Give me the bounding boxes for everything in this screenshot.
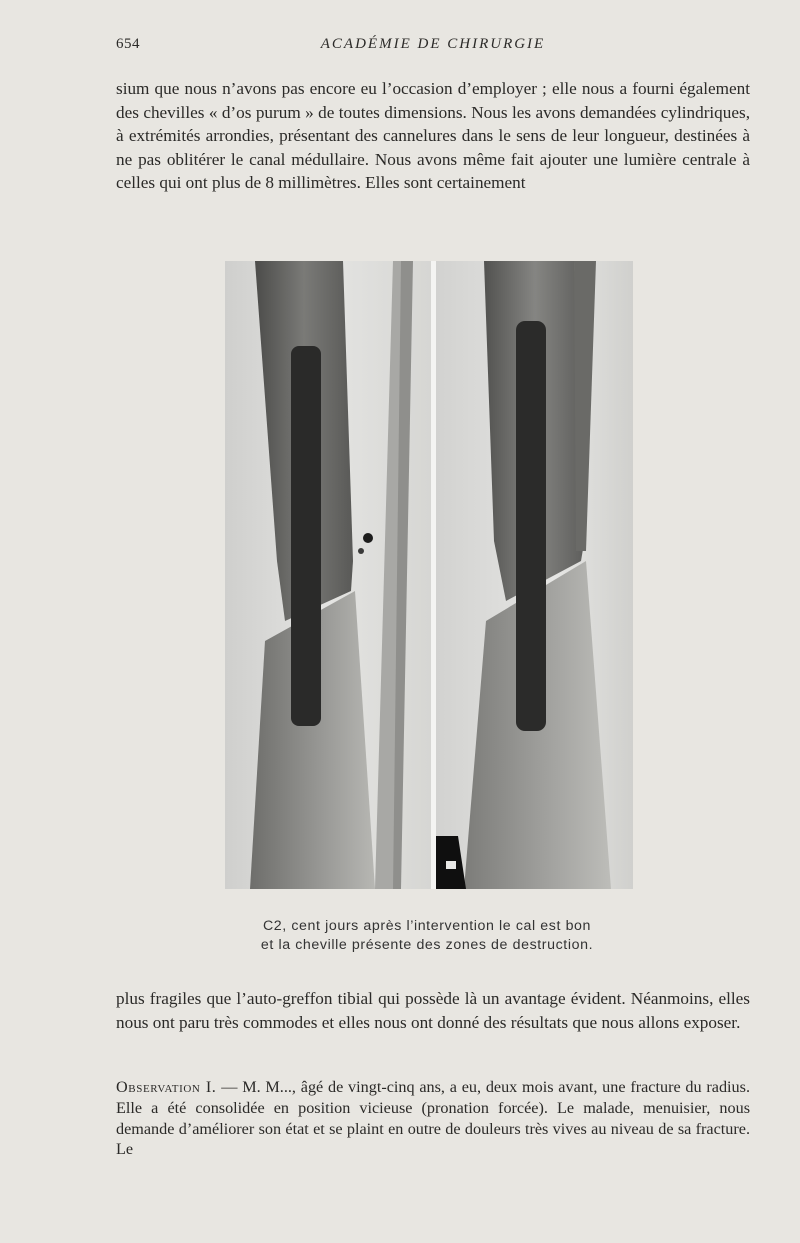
- paragraph-middle: plus fragiles que l’auto-greffon tibial qui possède là un avantage évident. Néanmoins, elles nous ont paru très commodes et elles nous ont donné des résultats que nous allons exposer.: [116, 989, 750, 1032]
- page-header: [116, 36, 750, 60]
- observation-label: Observation I.: [116, 1078, 217, 1096]
- figure-caption: [190, 917, 664, 954]
- paragraph-top: sium que nous n’avons pas encore eu l’occasion d’employer ; elle nous a fourni également des chevilles « d’os purum » de toutes dimensions. Nous les avons demandées cylindriques, à extrémités arrondies, présentant des cannelures dans le sens de leur longueur, destinées à ne pas oblitérer le canal médullaire. Nous avons même fait ajouter une lumière centrale à celles qui ont plus de 8 millimètres. Elles sont certainement: [116, 79, 750, 193]
- running-head: ACADÉMIE DE CHIRURGIE: [320, 36, 546, 52]
- caption-line-1: C2, cent jours après l’intervention le cal est bon: [262, 918, 592, 934]
- observation-text: — M. M..., âgé de vingt-cinq ans, a eu, deux mois avant, une fracture du radius. Elle a été consolidée en position vicieuse (pronation forcée). Le malade, menuisier, nous demande d’améliorer son état et se plaint en outre de douleurs très vives au niveau de sa fracture. Le: [116, 1078, 750, 1159]
- page-number: 654: [116, 36, 140, 52]
- paragraph-observation: [116, 1077, 750, 1160]
- xray-figure: [225, 261, 633, 889]
- xray-image-right: [436, 261, 633, 889]
- caption-line-2: et la cheville présente des zones de destruction.: [260, 936, 594, 953]
- xray-image-left: [225, 261, 431, 889]
